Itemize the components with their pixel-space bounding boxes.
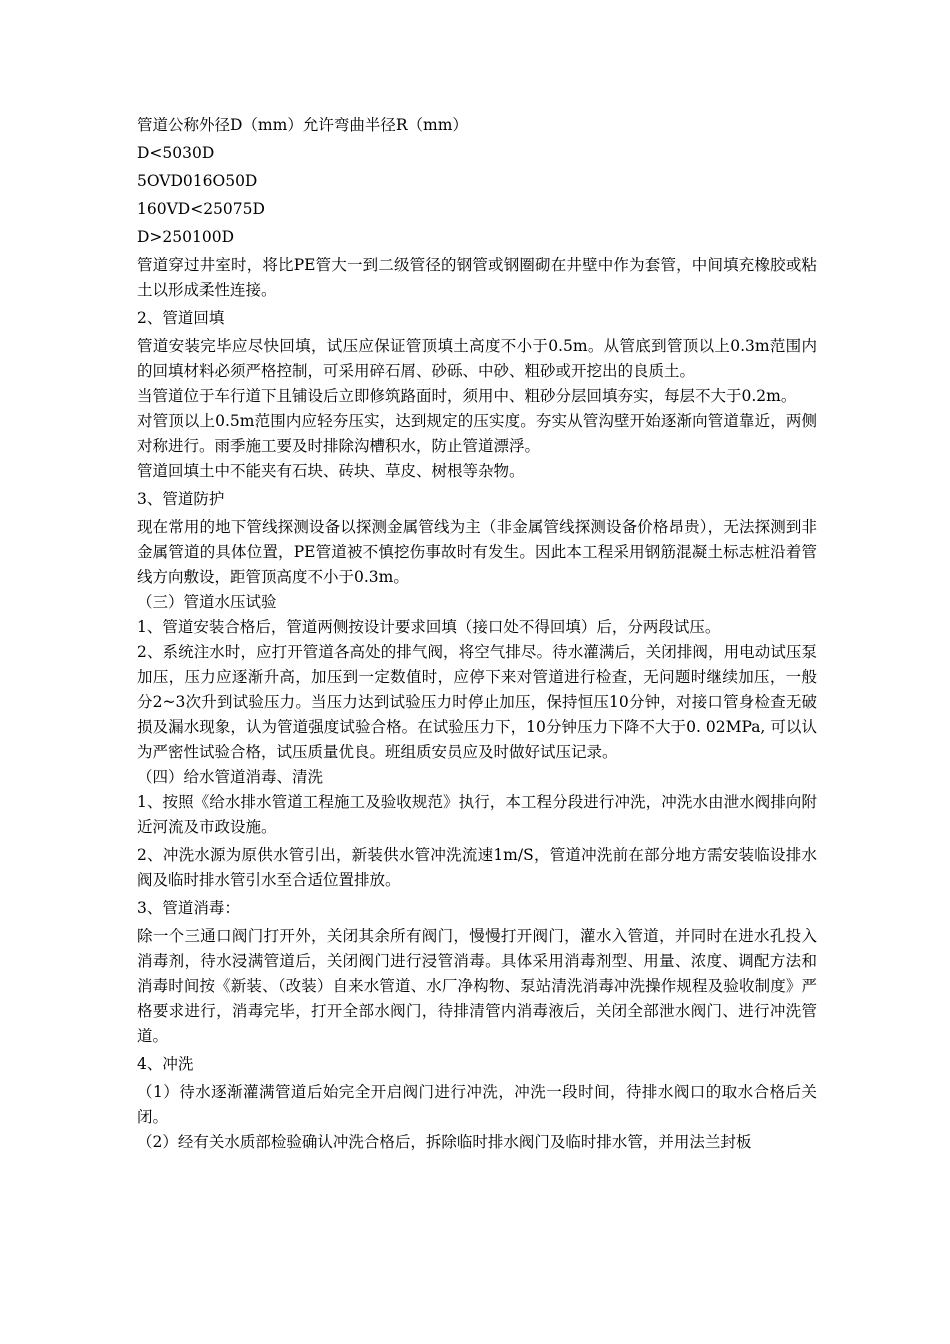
section-heading: 2、管道回填 — [137, 309, 225, 327]
body-paragraph: 管道穿过井室时，将比PE管大一到二级管径的钢管或钢圈砌在井壁中作为套管，中间填充橡胶或粘土以形成柔性连接。 — [137, 256, 817, 299]
table-row-line: D<5030D — [137, 144, 215, 162]
document-body — [137, 113, 817, 1155]
body-paragraph: 除一个三通口阀门打开外，关闭其余所有阀门，慢慢打开阀门，灌水入管道，并同时在进水孔投入消毒剂，待水浸满管道后，关闭阀门进行浸管消毒。具体采用消毒剂型、用量、浓度、调配方法和消毒时间按《新装、（改装）自来水管道、水厂净构物、泵站清洗消毒冲洗操作规程及验收制度》严格要求进行，消毒完毕，打开全部水阀门，待排清管内消毒液后，关闭全部泄水阀门、进行冲洗管道。 — [137, 927, 817, 1045]
body-paragraph: 管道安装完毕应尽快回填，试压应保证管顶填土高度不小于0.5m。从管底到管顶以上0.3m范围内的回填材料必须严格控制，可采用碎石屑、砂砾、中砂、粗砂或开挖出的良质土。 — [137, 337, 817, 380]
body-paragraph: 当管道位于车行道下且铺设后立即修筑路面时，须用中、粗砂分层回填夯实，每层不大于0.2m。 — [137, 387, 797, 405]
table-row-line: D>250100D — [137, 228, 235, 246]
body-paragraph: 对管顶以上0.5m范围内应轻夯压实，达到规定的压实度。夯实从管沟壁开始逐渐向管道靠近，两侧对称进行。雨季施工要及时排除沟槽积水，防止管道漂浮。 — [137, 412, 817, 455]
table-header-line: 管道公称外径D（mm）允许弯曲半径R（mm） — [137, 116, 468, 134]
body-paragraph: 2、系统注水时，应打开管道各高处的排气阀，将空气排尽。待水灌满后，关闭排阀，用电动试压泵加压，压力应逐渐升高，加压到一定数值时，应停下来对管道进行检查，无问题时继续加压，一般分2~3次升到试验压力。当压力达到试验压力时停止加压，保持恒压10分钟，对接口管身检查无破损及漏水现象，认为管道强度试验合格。在试验压力下，10分钟压力下降不大于0. 02MPa, 可以认为严密性试验合格，试压质量优良。班组质安员应及时做好试压记录。 — [137, 643, 817, 761]
section-heading: 3、管道消毒： — [137, 899, 240, 917]
table-row-line: 5OVD016O50D — [137, 172, 258, 190]
body-paragraph: （1）待水逐渐灌满管道后始完全开启阀门进行冲洗，冲洗一段时间，待排水阀口的取水合格后关闭。 — [137, 1083, 817, 1126]
body-paragraph: 管道回填土中不能夹有石块、砖块、草皮、树根等杂物。 — [137, 462, 525, 480]
body-paragraph: 现在常用的地下管线探测设备以探测金属管线为主（非金属管线探测设备价格昂贵），无法探测到非金属管道的具体位置，PE管道被不慎挖伤事故时有发生。因此本工程采用钢筋混凝土标志桩沿着管线方向敷设，距管顶高度不小于0.3m。 — [137, 518, 817, 586]
section-heading: 3、管道防护 — [137, 490, 225, 508]
body-paragraph: 1、管道安装合格后，管道两侧按设计要求回填（接口处不得回填）后，分两段试压。 — [137, 618, 721, 636]
body-paragraph: 1、按照《给水排水管道工程施工及验收规范》执行，本工程分段进行冲洗，冲洗水由泄水阀排向附近河流及市政设施。 — [137, 793, 817, 836]
section-heading: （四）给水管道消毒、清洗 — [137, 768, 324, 786]
table-row-line: 160VD<25075D — [137, 200, 265, 218]
body-paragraph: 2、冲洗水源为原供水管引出，新装供水管冲洗流速1m/S，管道冲洗前在部分地方需安装临设排水阀及临时排水管引水至合适位置排放。 — [137, 846, 817, 889]
body-paragraph: （2）经有关水质部检验确认冲洗合格后，拆除临时排水阀门及临时排水管，并用法兰封板 — [137, 1133, 752, 1151]
section-heading: （三）管道水压试验 — [137, 593, 277, 611]
section-heading: 4、冲洗 — [137, 1055, 194, 1073]
